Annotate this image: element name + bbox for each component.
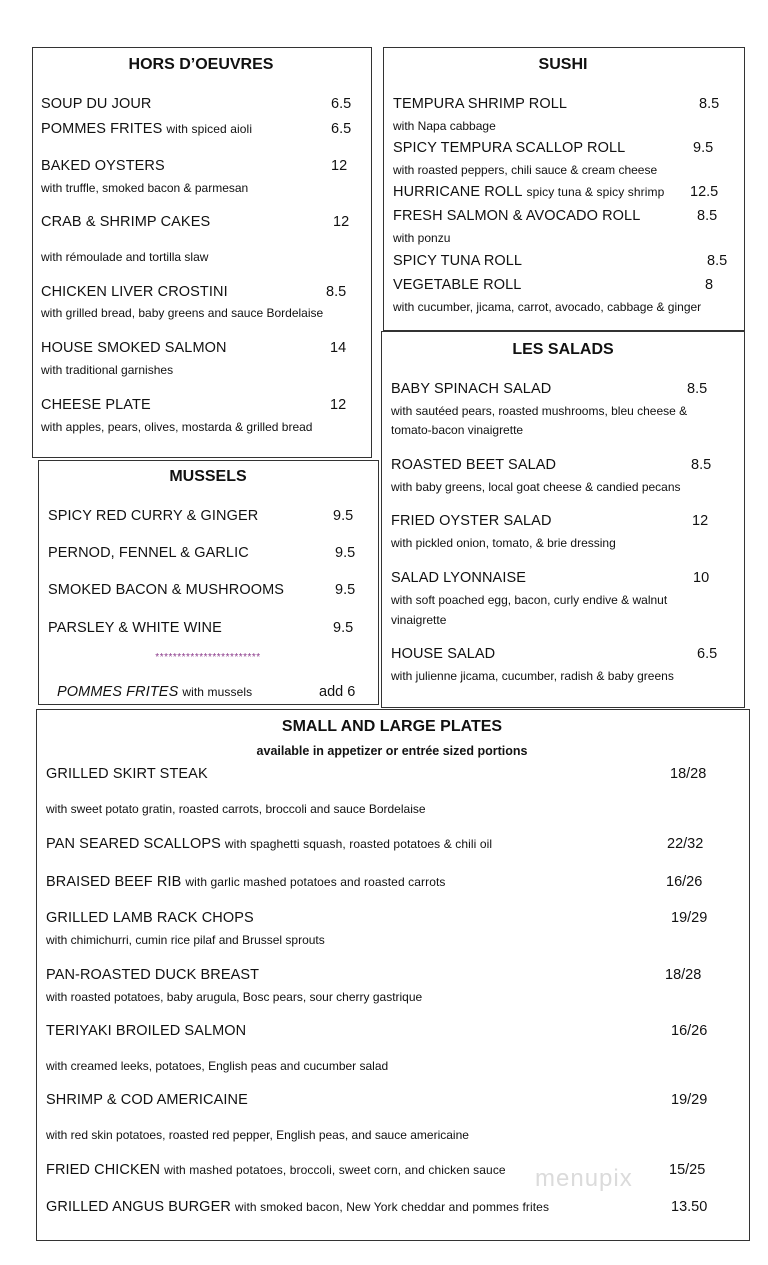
- item-name-text: HOUSE SMOKED SALMON: [41, 340, 227, 356]
- section-title: LES SALADS: [512, 341, 614, 358]
- item-name: [41, 339, 227, 357]
- item-inline-detail: with mashed potatoes, broccoli, sweet corn, and chicken sauce: [164, 1163, 506, 1177]
- addon-inline-detail: with mussels: [182, 685, 253, 699]
- item-name: [41, 157, 165, 175]
- item-name: [41, 213, 210, 231]
- item-detail: with grilled bread, baby greens and sauce Bordelaise: [41, 306, 324, 320]
- item-price: 14: [330, 340, 347, 356]
- item-name-text: CHEESE PLATE: [41, 397, 151, 413]
- item-price: 8: [705, 277, 714, 293]
- item-price: 9.5: [693, 140, 714, 156]
- item-name: [391, 645, 495, 663]
- item-inline-detail: with smoked bacon, New York cheddar and pommes frites: [234, 1200, 550, 1214]
- item-detail: with Napa cabbage: [393, 119, 496, 133]
- watermark: menupix: [535, 1165, 633, 1192]
- item-price: 8.5: [699, 96, 720, 112]
- section-title: HORS D’OEUVRES: [128, 56, 274, 73]
- section-title: SUSHI: [538, 56, 588, 73]
- item-name-text: HOUSE SALAD: [391, 646, 496, 662]
- section-title: SMALL AND LARGE PLATES: [281, 718, 503, 735]
- item-name: [393, 207, 640, 225]
- item-price: 8.5: [691, 457, 712, 473]
- item-name-text: SOUP DU JOUR: [41, 96, 152, 112]
- item-name: [48, 507, 258, 525]
- item-name: [46, 1161, 506, 1179]
- item-name-text: CRAB & SHRIMP CAKES: [41, 214, 211, 230]
- item-price: 16/26: [671, 1023, 708, 1039]
- section-title: MUSSELS: [169, 468, 247, 485]
- item-price: 12: [330, 397, 347, 413]
- item-name: [46, 1022, 246, 1040]
- item-price: 12: [692, 513, 709, 529]
- item-name: [41, 120, 252, 138]
- item-detail: with rémoulade and tortilla slaw: [41, 250, 209, 264]
- item-price: 13.50: [671, 1199, 708, 1215]
- item-price: 12: [331, 158, 348, 174]
- item-name-text: TEMPURA SHRIMP ROLL: [393, 96, 568, 112]
- item-price: 6.5: [331, 96, 352, 112]
- item-name: [393, 276, 521, 294]
- item-price: 18/28: [670, 766, 707, 782]
- item-name: [41, 396, 151, 414]
- item-name: [46, 835, 492, 853]
- addon-name: [57, 683, 252, 701]
- item-name-text: BAKED OYSTERS: [41, 158, 165, 174]
- item-name-text: PERNOD, FENNEL & GARLIC: [48, 545, 249, 561]
- item-name: [46, 873, 446, 891]
- item-name-text: PAN-ROASTED DUCK BREAST: [46, 967, 260, 983]
- item-detail: with sweet potato gratin, roasted carrots, broccoli and sauce Bordelaise: [46, 802, 426, 816]
- item-name-text: BRAISED BEEF RIB: [46, 874, 182, 890]
- item-price: 12.5: [690, 184, 719, 200]
- item-inline-detail: with spaghetti squash, roasted potatoes & chili oil: [224, 837, 493, 851]
- item-inline-detail: spicy tuna & spicy shrimp: [526, 185, 665, 199]
- item-name: [46, 966, 259, 984]
- item-price: 6.5: [697, 646, 718, 662]
- item-name: [391, 569, 526, 587]
- item-price: 18/28: [665, 967, 702, 983]
- item-name: [48, 619, 222, 637]
- item-detail-continued: vinaigrette: [391, 613, 447, 627]
- item-price: 9.5: [333, 620, 354, 636]
- addon-name-text: POMMES FRITES: [57, 684, 179, 700]
- item-detail: with chimichurri, cumin rice pilaf and Brussel sprouts: [46, 933, 325, 947]
- item-name: [41, 95, 152, 113]
- item-price: 9.5: [333, 508, 354, 524]
- item-name-text: GRILLED LAMB RACK CHOPS: [46, 910, 254, 926]
- item-inline-detail: with garlic mashed potatoes and roasted carrots: [185, 875, 446, 889]
- item-name-text: HURRICANE ROLL: [393, 184, 523, 200]
- item-detail: with sautéed pears, roasted mushrooms, bleu cheese &: [391, 404, 688, 418]
- item-name-text: SHRIMP & COD AMERICAINE: [46, 1092, 248, 1108]
- item-price: 19/29: [671, 1092, 708, 1108]
- item-name: [393, 183, 664, 201]
- item-detail: with roasted peppers, chili sauce & cream cheese: [393, 163, 658, 177]
- item-name: [41, 283, 228, 301]
- item-price: 9.5: [335, 582, 356, 598]
- item-detail: with ponzu: [393, 231, 451, 245]
- item-price: 9.5: [335, 545, 356, 561]
- item-price: 16/26: [666, 874, 703, 890]
- item-name: [46, 909, 254, 927]
- item-detail: with baby greens, local goat cheese & candied pecans: [391, 480, 681, 494]
- item-name: [46, 1091, 248, 1109]
- item-name: [391, 456, 556, 474]
- item-price: 15/25: [669, 1162, 706, 1178]
- item-inline-detail: with spiced aioli: [166, 122, 253, 136]
- item-name-text: SMOKED BACON & MUSHROOMS: [48, 582, 285, 598]
- addon-price: add 6: [319, 684, 356, 700]
- item-name-text: GRILLED SKIRT STEAK: [46, 766, 208, 782]
- item-name-text: SPICY TUNA ROLL: [393, 253, 523, 269]
- item-price: 8.5: [326, 284, 347, 300]
- item-name-text: TERIYAKI BROILED SALMON: [46, 1023, 247, 1039]
- item-detail: with pickled onion, tomato, & brie dressing: [391, 536, 616, 550]
- item-name-text: FRESH SALMON & AVOCADO ROLL: [393, 208, 641, 224]
- item-detail: with roasted potatoes, baby arugula, Bosc pears, sour cherry gastrique: [46, 990, 423, 1004]
- item-price: 19/29: [671, 910, 708, 926]
- item-name-text: CHICKEN LIVER CROSTINI: [41, 284, 228, 300]
- item-price: 12: [333, 214, 350, 230]
- item-name-text: PAN SEARED SCALLOPS: [46, 836, 221, 852]
- item-name: [391, 380, 551, 398]
- item-name-text: BABY SPINACH SALAD: [391, 381, 552, 397]
- item-name-text: SPICY TEMPURA SCALLOP ROLL: [393, 140, 626, 156]
- item-name-text: ROASTED BEET SALAD: [391, 457, 557, 473]
- item-detail: with creamed leeks, potatoes, English peas and cucumber salad: [46, 1059, 389, 1073]
- item-name: [393, 252, 522, 270]
- item-detail: with julienne jicama, cucumber, radish & baby greens: [391, 669, 674, 683]
- section-subtitle: available in appetizer or entrée sized portions: [256, 744, 528, 758]
- item-name: [391, 512, 552, 530]
- item-price: 8.5: [687, 381, 708, 397]
- item-price: 8.5: [707, 253, 728, 269]
- item-name-text: FRIED CHICKEN: [46, 1162, 161, 1178]
- item-name: [46, 1198, 549, 1216]
- item-name-text: SPICY RED CURRY & GINGER: [48, 508, 259, 524]
- item-name-text: SALAD LYONNAISE: [391, 570, 527, 586]
- item-name-text: POMMES FRITES: [41, 121, 163, 137]
- item-name: [48, 581, 284, 599]
- item-price: 8.5: [697, 208, 718, 224]
- item-detail: with truffle, smoked bacon & parmesan: [41, 181, 249, 195]
- item-price: 10: [693, 570, 710, 586]
- item-name: [48, 544, 249, 562]
- item-name-text: PARSLEY & WHITE WINE: [48, 620, 222, 636]
- item-name-text: FRIED OYSTER SALAD: [391, 513, 552, 529]
- item-detail: with traditional garnishes: [41, 363, 174, 377]
- item-detail: with cucumber, jicama, carrot, avocado, cabbage & ginger: [393, 300, 702, 314]
- item-name: [393, 95, 567, 113]
- item-name: [46, 765, 208, 783]
- item-price: 6.5: [331, 121, 352, 137]
- divider-dots: ************************: [155, 652, 261, 663]
- item-name: [393, 139, 625, 157]
- item-detail: with red skin potatoes, roasted red pepper, English peas, and sauce americaine: [46, 1128, 469, 1142]
- item-name-text: VEGETABLE ROLL: [393, 277, 522, 293]
- item-name-text: GRILLED ANGUS BURGER: [46, 1199, 231, 1215]
- item-detail: with soft poached egg, bacon, curly endive & walnut: [391, 593, 668, 607]
- item-price: 22/32: [667, 836, 704, 852]
- item-detail-continued: tomato-bacon vinaigrette: [391, 423, 524, 437]
- item-detail: with apples, pears, olives, mostarda & grilled bread: [41, 420, 313, 434]
